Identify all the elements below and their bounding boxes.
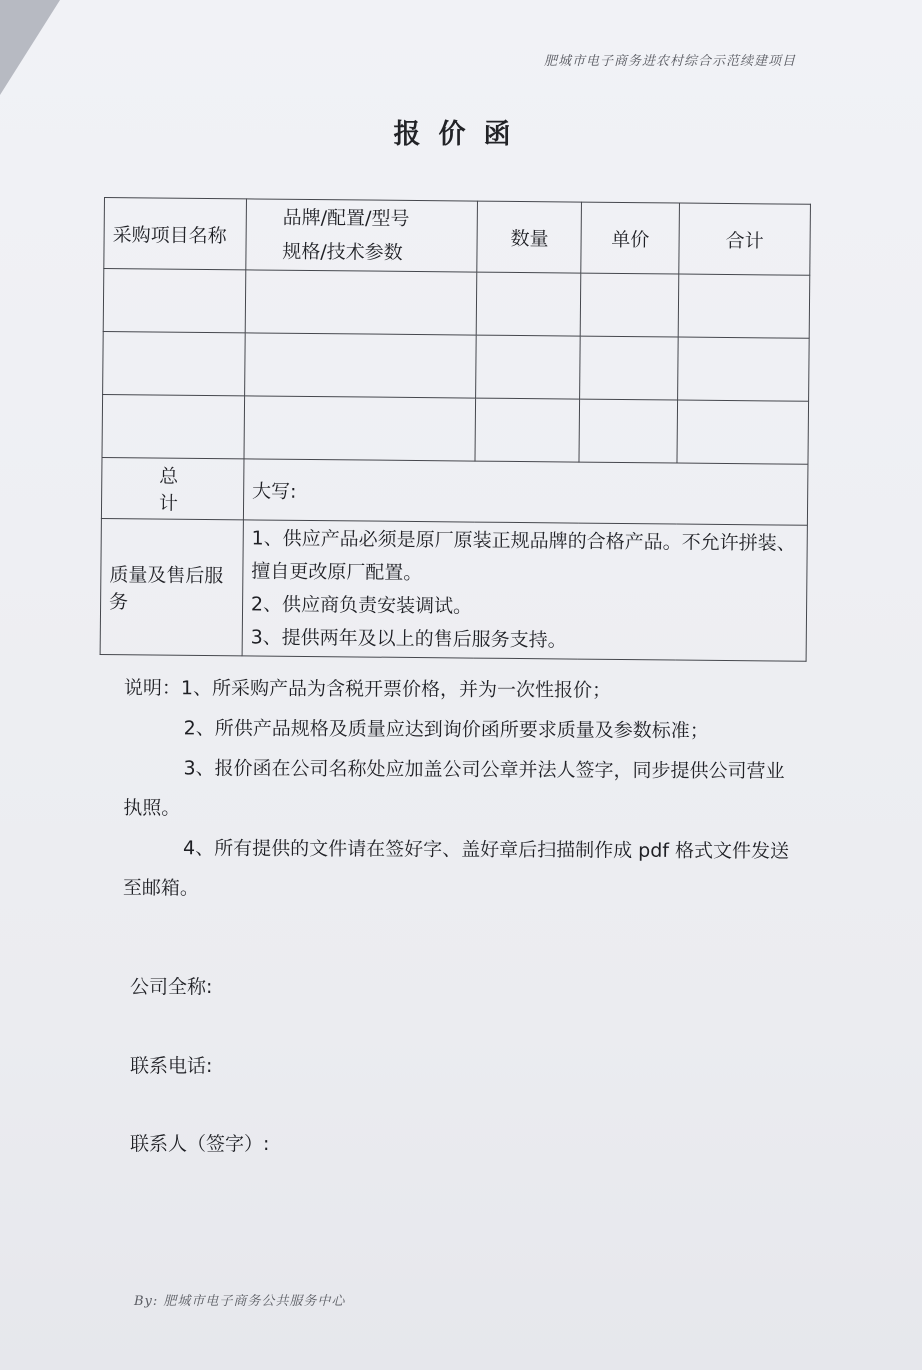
table-header-row xyxy=(104,198,811,276)
table-cell[interactable] xyxy=(580,336,678,400)
table-cell[interactable] xyxy=(581,273,679,337)
table-cell[interactable] xyxy=(677,400,808,464)
quotation-table xyxy=(100,197,811,662)
table-cell[interactable] xyxy=(245,270,477,335)
header-project-note: 肥城市电子商务进农村综合示范续建项目 xyxy=(543,54,796,69)
table-row xyxy=(102,394,809,464)
total-amount-words-label: 大写: xyxy=(251,479,297,503)
table-cell[interactable] xyxy=(103,331,245,395)
note-line-2 xyxy=(124,708,824,752)
header-item-name: 采购项目名称 xyxy=(104,198,247,270)
note-text: 执照。 xyxy=(123,796,181,820)
table-cell[interactable] xyxy=(475,398,579,462)
table-row xyxy=(103,331,810,401)
company-name-field: 公司全称: xyxy=(130,976,213,998)
note-line-4 xyxy=(123,828,823,872)
table-cell[interactable] xyxy=(678,274,809,338)
note-line-3 xyxy=(123,748,823,792)
table-cell[interactable] xyxy=(579,399,677,463)
note-text: 4、所有提供的文件请在签好字、盖好章后扫描制作成 pdf 格式文件发送 xyxy=(182,837,790,863)
table-cell[interactable] xyxy=(477,272,581,336)
quality-term: 擅自更改原厂配置。 xyxy=(251,559,423,584)
note-text: 至邮箱。 xyxy=(122,876,199,900)
header-spec-line2: 规格/技术参数 xyxy=(282,240,403,264)
header-spec xyxy=(246,199,478,272)
header-spec-line1: 品牌/配置/型号 xyxy=(282,206,410,230)
total-label: 总 计 xyxy=(101,457,243,519)
table-cell[interactable] xyxy=(102,394,244,458)
contact-signature-field: 联系人（签字）: xyxy=(130,1133,270,1155)
header-total: 合计 xyxy=(679,203,810,275)
table-cell[interactable] xyxy=(476,335,580,399)
table-cell[interactable] xyxy=(678,337,809,401)
phone-field: 联系电话: xyxy=(130,1055,213,1077)
table-row xyxy=(103,269,810,339)
header-quantity: 数量 xyxy=(477,201,582,273)
note-line-3-cont xyxy=(123,788,823,832)
note-text: 2、所供产品规格及质量应达到询价函所要求质量及参数标准； xyxy=(183,717,709,743)
page-corner-shadow xyxy=(0,0,60,95)
note-line-4-cont xyxy=(123,868,823,912)
note-line-1 xyxy=(124,668,824,712)
quality-term: 1、供应产品必须是原厂原装正规品牌的合格产品。不允许拼装、 xyxy=(251,526,796,555)
footer-issuer: By: 肥城市电子商务公共服务中心 xyxy=(134,1294,346,1309)
total-amount-words-cell[interactable] xyxy=(243,459,808,525)
quality-service-row xyxy=(100,518,807,661)
header-unit-price: 单价 xyxy=(581,202,680,274)
notes-prefix: 说明： xyxy=(123,676,181,700)
table-cell[interactable] xyxy=(244,333,476,398)
page-title: 报价函 xyxy=(393,119,529,150)
notes-section xyxy=(123,668,824,912)
total-row xyxy=(101,457,808,525)
quality-service-terms xyxy=(242,520,807,661)
table-cell[interactable] xyxy=(103,269,245,333)
note-text: 1、所采购产品为含税开票价格，并为一次性报价； xyxy=(180,677,612,702)
quality-service-label: 质量及售后服务 xyxy=(100,518,243,655)
table-cell[interactable] xyxy=(244,396,476,461)
note-text: 3、报价函在公司名称处应加盖公司公章并法人签字，同步提供公司营业 xyxy=(183,757,785,783)
quality-term: 3、提供两年及以上的售后服务支持。 xyxy=(250,625,567,651)
quality-term: 2、供应商负责安装调试。 xyxy=(250,592,473,618)
